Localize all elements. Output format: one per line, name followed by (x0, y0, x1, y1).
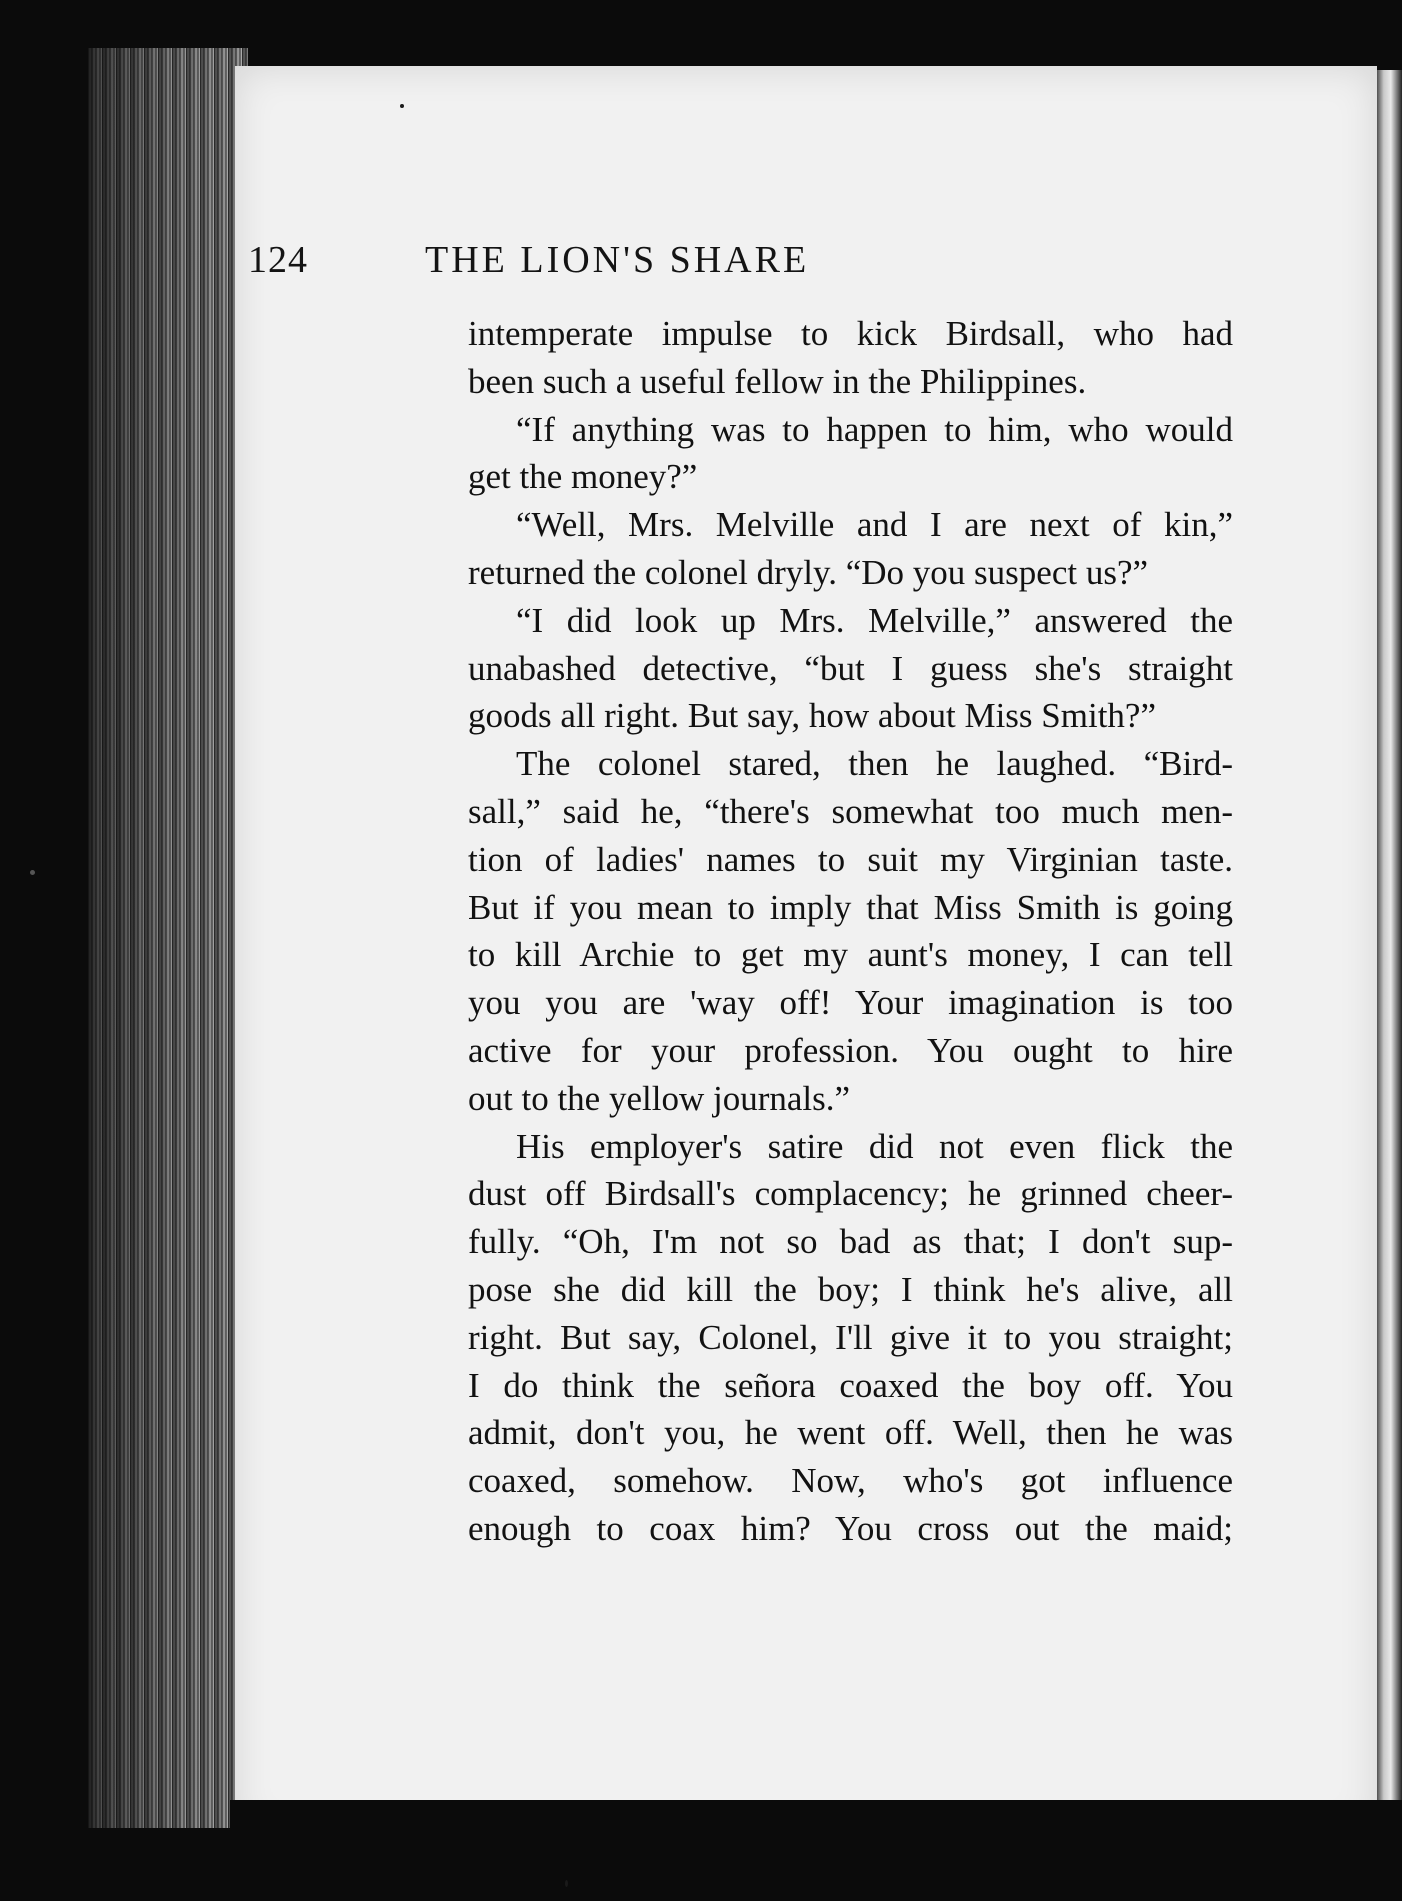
text-line: fully. “Oh, I'm not so bad as that; I don't sup- (468, 1222, 1233, 1262)
text-line: enough to coax him? You cross out the maid; (468, 1508, 1233, 1548)
text-line: But if you mean to imply that Miss Smith is going (468, 887, 1233, 927)
text-line: sall,” said he, “there's somewhat too much men- (468, 791, 1233, 831)
text-line: I do think the señora coaxed the boy off. You (468, 1365, 1233, 1405)
running-title: THE LION'S SHARE (425, 239, 810, 281)
text-line: The colonel stared, then he laughed. “Bird- (516, 744, 1233, 784)
text-line: dust off Birdsall's complacency; he grinned cheer- (468, 1174, 1233, 1214)
text-line: “I did look up Mrs. Melville,” answered the (516, 600, 1233, 640)
text-line: active for your profession. You ought to hire (468, 1030, 1233, 1070)
text-line: goods all right. But say, how about Miss Smith?” (468, 696, 1156, 736)
text-line: admit, don't you, he went off. Well, then he was (468, 1413, 1233, 1453)
scan-speck (30, 870, 35, 875)
body-text (468, 310, 1233, 1553)
scan-speck (565, 1880, 568, 1887)
text-line: “If anything was to happen to him, who would (516, 409, 1233, 449)
text-line: out to the yellow journals.” (468, 1078, 851, 1118)
text-line: pose she did kill the boy; I think he's alive, all (468, 1269, 1233, 1309)
text-line: right. But say, Colonel, I'll give it to you straight; (468, 1317, 1233, 1357)
running-head (248, 238, 1068, 298)
text-line: you you are 'way off! Your imagination is too (468, 983, 1233, 1023)
scan-bottom-border (230, 1800, 1402, 1901)
page-edges-shadow (88, 48, 248, 1828)
next-page-edge (1374, 70, 1402, 1830)
text-line: been such a useful fellow in the Philippines. (468, 361, 1087, 401)
text-line: His employer's satire did not even flick the (516, 1126, 1233, 1166)
text-line: returned the colonel dryly. “Do you suspect us?” (468, 552, 1149, 592)
text-line: get the money?” (468, 457, 698, 497)
text-line: tion of ladies' names to suit my Virginian taste. (468, 839, 1233, 879)
text-line: coaxed, somehow. Now, who's got influence (468, 1461, 1233, 1501)
text-line: intemperate impulse to kick Birdsall, who had (468, 314, 1233, 353)
text-line: “Well, Mrs. Melville and I are next of kin,” (516, 505, 1233, 545)
text-line: unabashed detective, “but I guess she's straight (468, 648, 1233, 688)
scan-speck (400, 104, 404, 108)
page-number: 124 (248, 239, 308, 281)
text-line: to kill Archie to get my aunt's money, I can tell (468, 935, 1233, 975)
